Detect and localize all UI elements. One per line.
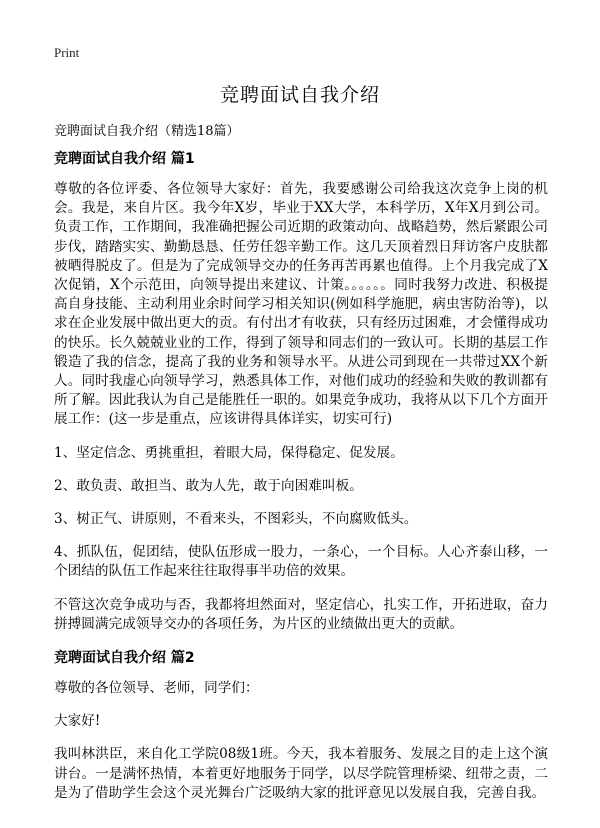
page-title: 竞聘面试自我介绍 <box>219 84 380 106</box>
document-subtitle: 竞聘面试自我介绍（精选18篇） <box>54 124 240 139</box>
article-body <box>54 150 548 817</box>
paragraph: 尊敬的各位评委、各位领导大家好：首先，我要感谢公司给我这次竞争上岗的机会。我是，来自片区。我今年X岁，毕业于XX大学，本科学历，X年X月到公司。负责工作，工作期间，我准确把握公司近期的政策动向、战略趋势，然后紧跟公司步伐，踏踏实实、勤勤恳恳、任劳任怨辛勤工作。这几天顶着烈日拜访客户皮肤都被晒得脱皮了。但是为了完成领导交办的任务再苦再累也值得。上个月我完成了X次促销，X个示范田，向领导提出来建议、计策。。。。。。同时我努力改进、积极提高自身技能、主动利用业余时间学习相关知识(例如科学施肥，病虫害防治等)，以求在企业发展中做出更大的贡。有付出才有收获，只有经历过困难，才会懂得成功的快乐。长久兢兢业业的工作，得到了领导和同志们的一致认可。长期的基层工作锻造了我的信念，提高了我的业务和领导水平。从进公司到现在一共带过XX个新人。同时我虚心向领导学习，熟悉具体工作，对他们成功的经验和失败的教训都有所了解。因此我认为自己是能胜任一职的。如果竞争成功，我将从以下几个方面开展工作：(这一步是重点，应该讲得具体详实，切实可行) <box>54 181 548 428</box>
paragraph: 尊敬的各位领导、老师，同学们： <box>54 680 259 697</box>
paragraph: 2、敢负责、敢担当、敢为人先，敢于向困难叫板。 <box>54 477 363 494</box>
paragraph: 我叫林洪臣，来自化工学院08级1班。今天，我本着服务、发展之目的走上这个演讲台。一是满怀热情，本着更好地服务于同学，以尽学院管理桥梁、纽带之责，二是为了借助学生会这个灵光舞台广泛吸纳大家的批评意见以发展自我，完善自我。 <box>54 746 548 801</box>
section-heading-1: 竞聘面试自我介绍 篇1 <box>54 151 195 167</box>
paragraph: 大家好! <box>54 713 101 730</box>
paragraph: 1、坚定信念、勇挑重担，着眼大局，保得稳定、促发展。 <box>54 444 404 461</box>
section-heading-2: 竞聘面试自我介绍 篇2 <box>54 650 195 667</box>
paragraph: 4、抓队伍，促团结，使队伍形成一股力，一条心，一个目标。人心齐泰山移，一个团结的队伍工作起来往往取得事半功倍的效果。 <box>54 544 548 580</box>
paragraph: 不管这次竞争成功与否，我都将坦然面对，坚定信心，扎实工作，开拓进取，奋力拼搏圆满完成领导交办的各项任务，为片区的业绩做出更大的贡献。 <box>54 596 548 632</box>
print-link[interactable]: Print <box>54 45 80 60</box>
paragraph: 3、树正气、讲原则，不看来头，不图彩头，不向腐败低头。 <box>54 511 418 528</box>
